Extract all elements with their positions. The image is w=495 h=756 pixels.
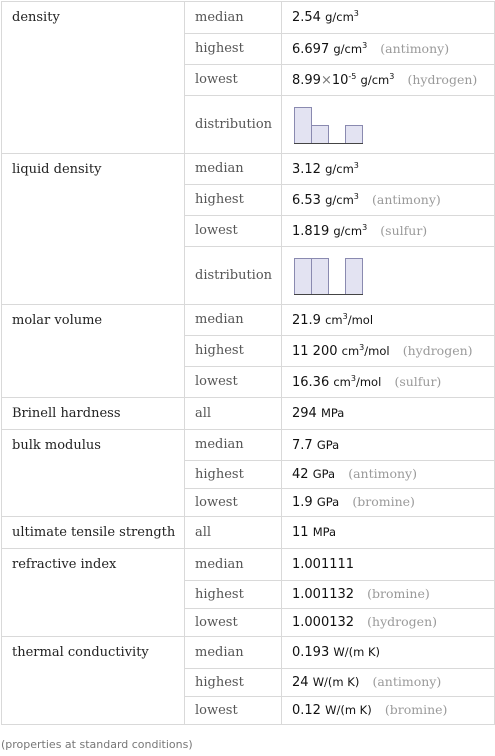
footnote: (properties at standard conditions) <box>1 738 193 751</box>
row-label: highest <box>185 581 282 609</box>
property-name: liquid density <box>2 154 185 305</box>
value-number: 21.9 <box>292 312 321 328</box>
row-label: lowest <box>185 65 282 96</box>
table-row <box>2 430 495 461</box>
property-name: density <box>2 2 185 154</box>
element-note: (bromine) <box>352 494 415 509</box>
value-unit: $g/cm^3$ <box>333 222 368 238</box>
value-cell <box>282 305 495 336</box>
value-cell <box>282 517 495 549</box>
value-cell <box>282 34 495 65</box>
distribution-cell <box>282 96 495 154</box>
value-exponent: -5 <box>348 71 357 81</box>
value-cell <box>282 216 495 247</box>
row-label: highest <box>185 461 282 489</box>
property-name: Brinell hardness <box>2 398 185 430</box>
property-name: ultimate tensile strength <box>2 517 185 549</box>
value-unit: $g/cm^3$ <box>333 40 368 56</box>
table-row <box>2 637 495 669</box>
value-number: 2.54 <box>292 10 321 25</box>
row-label: median <box>185 305 282 336</box>
distribution-cell <box>282 247 495 305</box>
value-cell <box>282 609 495 637</box>
value-cell <box>282 637 495 669</box>
element-note: (bromine) <box>367 586 430 601</box>
value-cell <box>282 185 495 216</box>
value-base: 10 <box>331 72 349 88</box>
value-unit: $cm^3$/mol <box>341 342 390 358</box>
value-cell <box>282 430 495 461</box>
row-label: highest <box>185 669 282 697</box>
value-number: 1.819 <box>292 223 330 239</box>
histogram-bar <box>346 258 363 294</box>
value-number: 1.9 <box>292 495 313 510</box>
value-unit: $cm^3$/mol <box>333 373 382 389</box>
element-note: (bromine) <box>384 702 448 717</box>
row-label: distribution <box>185 247 282 305</box>
row-label: median <box>185 637 282 669</box>
value-cell <box>282 336 495 367</box>
row-label: distribution <box>185 96 282 154</box>
histogram-bar <box>346 125 363 143</box>
value-number: 0.12 <box>292 703 321 718</box>
value-number: 0.193 <box>292 645 330 660</box>
value-number: 6.697 <box>292 41 330 57</box>
row-label: lowest <box>185 216 282 247</box>
element-note: (hydrogen) <box>367 614 437 629</box>
value-unit: MPa <box>312 525 337 539</box>
histogram-bar <box>295 107 312 143</box>
row-label: all <box>185 398 282 430</box>
table-row <box>2 2 495 34</box>
value-unit: $g/cm^3$ <box>325 160 359 176</box>
histogram-bar <box>295 258 312 294</box>
row-label: highest <box>185 185 282 216</box>
element-note: (hydrogen) <box>402 342 473 358</box>
element-note: (antimony) <box>372 191 441 207</box>
value-cell <box>282 581 495 609</box>
row-label: highest <box>185 336 282 367</box>
table-row <box>2 398 495 430</box>
density-distribution-chart <box>292 103 372 147</box>
element-note: (sulfur) <box>380 222 428 238</box>
value-cell <box>282 398 495 430</box>
value-cell <box>282 2 495 34</box>
value-number: 1.001132 <box>292 587 355 602</box>
liquid-density-distribution-chart <box>292 254 372 298</box>
value-unit: GPa <box>316 437 340 452</box>
value-unit: GPa <box>312 467 336 481</box>
value-number: 16.36 <box>292 374 330 390</box>
value-unit: W/(m K) <box>333 645 380 659</box>
row-label: lowest <box>185 367 282 398</box>
value-number: 24 <box>292 675 309 690</box>
value-number: 11 <box>292 525 309 540</box>
value-number: 1.001111 <box>292 556 355 572</box>
row-label: lowest <box>185 489 282 517</box>
value-cell <box>282 549 495 581</box>
row-label: all <box>185 517 282 549</box>
value-cell <box>282 669 495 697</box>
value-number: 7.7 <box>292 437 313 453</box>
value-cell <box>282 489 495 517</box>
table-row <box>2 305 495 336</box>
value-number: 1.000132 <box>292 615 355 630</box>
value-unit: GPa <box>316 495 340 509</box>
value-unit: W/(m K) <box>312 675 360 689</box>
row-label: median <box>185 2 282 34</box>
table-row <box>2 549 495 581</box>
value-number: 11 200 <box>292 343 338 359</box>
value-cell <box>282 154 495 185</box>
value-cell <box>282 697 495 725</box>
times-symbol: × <box>320 72 332 88</box>
histogram-bar <box>312 258 329 294</box>
value-number: 3.12 <box>292 161 321 177</box>
row-label: lowest <box>185 609 282 637</box>
element-note: (antimony) <box>380 40 450 56</box>
value-unit: W/(m K) <box>325 703 372 717</box>
value-number: 294 <box>292 406 317 421</box>
row-label: median <box>185 549 282 581</box>
row-label: median <box>185 430 282 461</box>
value-unit: MPa <box>320 406 345 420</box>
property-name: refractive index <box>2 549 185 637</box>
value-unit: $g/cm^3$ <box>325 191 359 207</box>
value-unit: $g/cm^3$ <box>360 71 395 87</box>
histogram-bar <box>312 125 329 143</box>
property-name: bulk modulus <box>2 430 185 517</box>
value-number: 6.53 <box>292 192 321 208</box>
value-unit: $cm^3$/mol <box>325 311 374 327</box>
value-cell <box>282 461 495 489</box>
value-unit: $g/cm^3$ <box>325 9 359 24</box>
table-row <box>2 154 495 185</box>
element-note: (sulfur) <box>394 373 442 389</box>
properties-table <box>1 1 495 725</box>
element-note: (antimony) <box>372 674 442 689</box>
value-number: 42 <box>292 467 309 482</box>
property-name: molar volume <box>2 305 185 398</box>
value-cell <box>282 367 495 398</box>
row-label: median <box>185 154 282 185</box>
row-label: highest <box>185 34 282 65</box>
property-name: thermal conductivity <box>2 637 185 725</box>
value-cell <box>282 65 495 96</box>
row-label: lowest <box>185 697 282 725</box>
element-note: (hydrogen) <box>407 71 478 87</box>
table-row <box>2 517 495 549</box>
element-note: (antimony) <box>348 466 417 481</box>
value-mantissa: 8.99 <box>292 72 321 88</box>
